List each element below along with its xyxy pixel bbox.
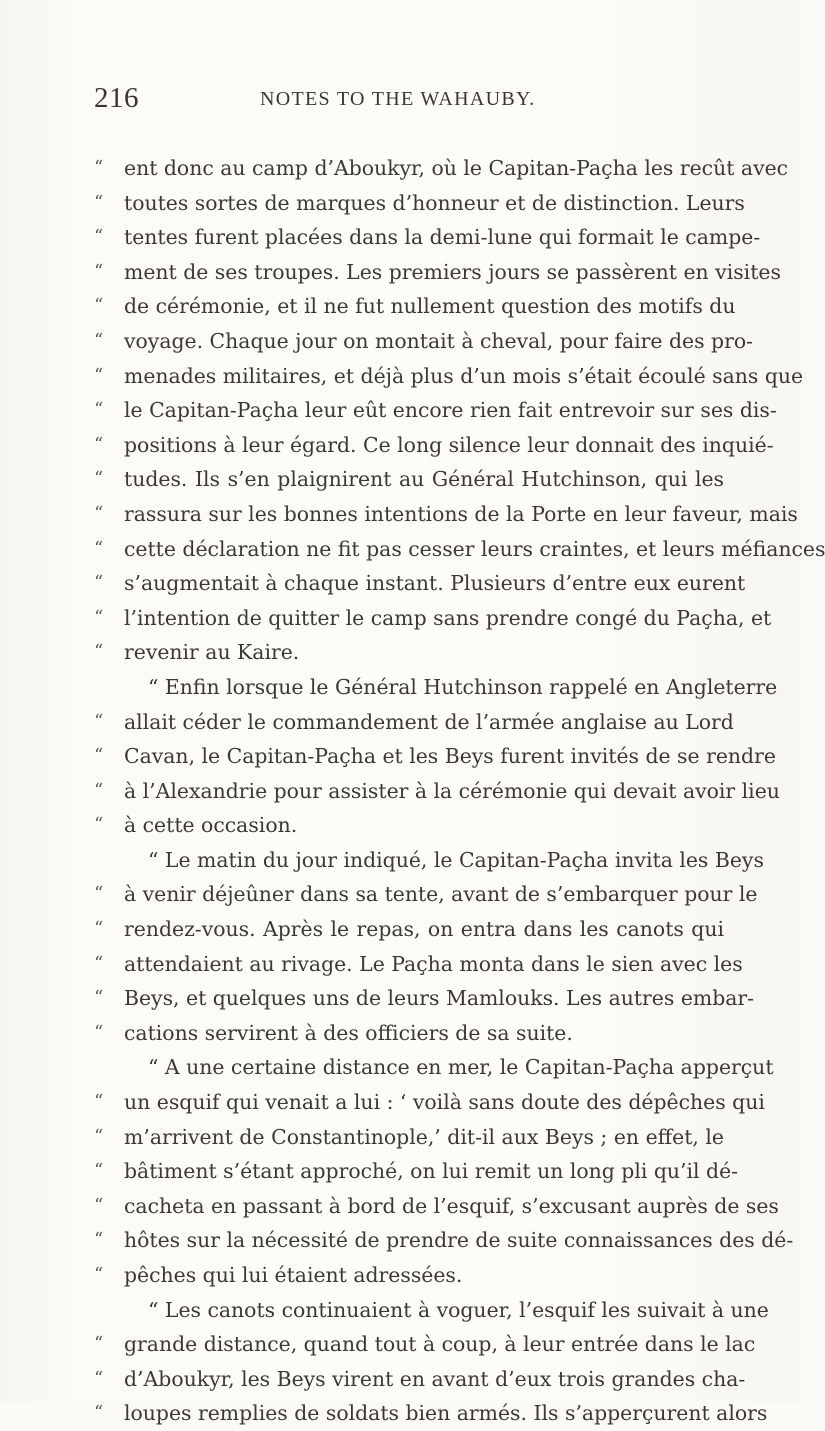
quote-mark: “ [94,537,104,559]
quote-mark: “ [94,606,104,628]
text-line: “ de cérémonie, et il ne fut nullement question des motifs du [94,289,724,324]
quote-mark: “ [94,641,104,663]
text-line: “ rendez-vous. Après le repas, on entra dans les canots qui [94,912,724,947]
quote-mark: “ [94,1229,104,1251]
text-line: “ Beys, et quelques uns de leurs Mamlouks. Les autres embar- [94,981,724,1016]
text-line: “ Cavan, le Capitan-Paçha et les Beys furent invités de se rendre [94,739,724,774]
page-number: 216 [94,82,139,114]
page-header [94,82,714,122]
quote-mark: “ [94,1194,104,1216]
quote-mark: “ [94,572,104,594]
text-line: “ à venir déjeûner dans sa tente, avant de s’embarquer pour le [94,877,724,912]
quote-mark: “ [94,1333,104,1355]
text-line: “ hôtes sur la nécessité de prendre de suite connaissances des dé- [94,1223,724,1258]
body-text [94,151,825,1431]
text-line: “ un esquif qui venait a lui : ‘ voilà sans doute des dépêches qui [94,1085,724,1120]
text-line: “ Le matin du jour indiqué, le Capitan-Paçha invita les Beys [148,847,764,872]
quote-mark: “ [94,710,104,732]
text-line: “ tentes furent placées dans la demi-lune qui formait le campe- [94,220,724,255]
quote-mark: “ [94,779,104,801]
text-line: “ à cette occasion. [94,808,724,843]
quote-mark: “ [94,883,104,905]
text-line: “ attendaient au rivage. Le Paçha monta dans le sien avec les [94,947,724,982]
quote-mark: “ [94,1264,104,1285]
text-line: “ ment de ses troupes. Les premiers jours se passèrent en visites [94,255,724,290]
text-line: “ l’intention de quitter le camp sans prendre congé du Paçha, et [94,601,724,636]
quote-mark: “ [94,952,104,974]
running-head: NOTES TO THE WAHAUBY. [260,88,536,110]
text-line: “ d’Aboukyr, les Beys virent en avant d’eux trois grandes cha- [94,1362,724,1397]
quote-mark: “ [94,1367,104,1389]
text-line: “ le Capitan-Paçha leur eût encore rien fait entrevoir sur ses dis- [94,393,724,428]
text-line: “ pêches qui lui étaient adressées. [94,1258,724,1293]
text-line: “ cette déclaration ne fit pas cesser leurs craintes, et leurs méfiances [94,532,724,567]
text-line: “ Les canots continuaient à voguer, l’esquif les suivait à une [148,1297,769,1322]
quote-mark: “ [94,1021,104,1043]
text-line: “ revenir au Kaire. [94,635,724,670]
text-line: “ tudes. Ils s’en plaignirent au Général Hutchinson, qui les [94,462,724,497]
quote-mark: “ [94,468,104,490]
text-line: “ loupes remplies de soldats bien armés. Ils s’apperçurent alors [94,1396,724,1431]
text-line: “ A une certaine distance en mer, le Capitan-Paçha apperçut [148,1055,774,1080]
text-line: “ positions à leur égard. Ce long silence leur donnait des inquié- [94,428,724,463]
quote-mark: “ [94,1402,104,1424]
quote-mark: “ [94,1091,104,1113]
quote-mark: “ [94,987,104,1009]
quote-mark: “ [94,191,104,213]
text-line: “ voyage. Chaque jour on montait à cheval, pour faire des pro- [94,324,724,359]
quote-mark: “ [94,329,104,351]
text-line: “ grande distance, quand tout à coup, à leur entrée dans le lac [94,1327,724,1362]
quote-mark: “ [94,745,104,767]
quote-mark: “ [94,295,104,317]
text-line: “ s’augmentait à chaque instant. Plusieurs d’entre eux eurent [94,566,724,601]
text-line: “ à l’Alexandrie pour assister à la cérémonie qui devait avoir lieu [94,774,724,809]
quote-mark: “ [94,502,104,524]
quote-mark: “ [94,226,104,248]
quote-mark: “ [94,1160,104,1182]
text-line: “ toutes sortes de marques d’honneur et de distinction. Leurs [94,186,724,221]
quote-mark: “ [94,157,104,178]
quote-mark: “ [94,399,104,421]
text-line: “ cacheta en passant à bord de l’esquif, s’excusant auprès de ses [94,1189,724,1224]
text-line: “ ent donc au camp d’Aboukyr, où le Capitan-Paçha les recût avec [94,151,724,186]
quote-mark: “ [94,918,104,940]
quote-mark: “ [94,364,104,386]
text-line: “ rassura sur les bonnes intentions de la Porte en leur faveur, mais [94,497,724,532]
quote-mark: “ [94,260,104,282]
quote-mark: “ [94,1125,104,1147]
quote-mark: “ [94,433,104,455]
text-line: “ Enfin lorsque le Général Hutchinson rappelé en Angleterre [148,674,778,699]
text-line: “ m’arrivent de Constantinople,’ dit-il aux Beys ; en effet, le [94,1120,724,1155]
text-line: “ cations servirent à des officiers de sa suite. [94,1016,724,1051]
text-line: “ allait céder le commandement de l’armée anglaise au Lord [94,705,724,740]
text-line: “ menades militaires, et déjà plus d’un mois s’était écoulé sans que [94,359,724,394]
text-line: “ bâtiment s’étant approché, on lui remit un long pli qu’il dé- [94,1154,724,1189]
quote-mark: “ [94,814,104,836]
